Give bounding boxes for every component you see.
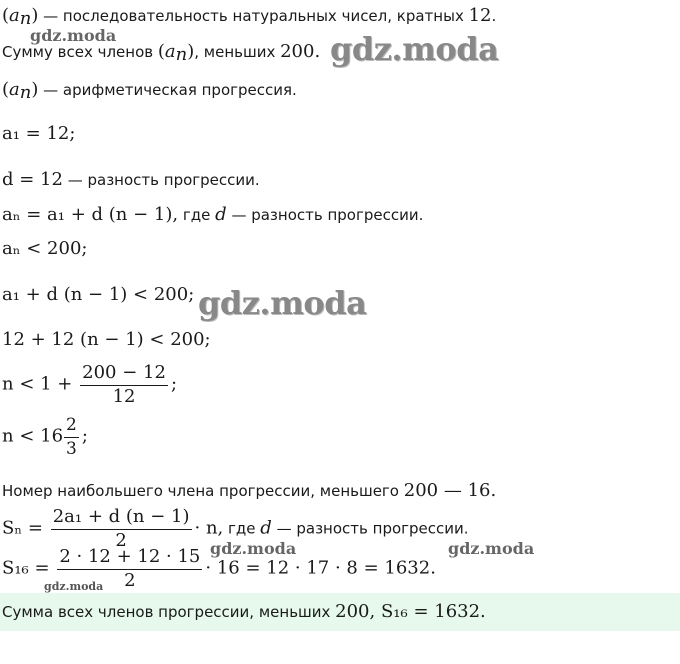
math-an: $(a_n)$: [157, 41, 195, 65]
line6-var: d: [215, 204, 227, 225]
line1-text: — последовательность натуральных чисел, кратных: [38, 7, 469, 25]
watermark-logo: gdz.moda: [198, 284, 367, 322]
watermark-logo: gdz.moda: [448, 539, 535, 558]
line6-math: aₙ = a₁ + d (n − 1),: [2, 204, 179, 225]
line6-text-a: где: [178, 206, 216, 224]
fraction-2-numerator: 2: [64, 414, 79, 438]
line11-pre: n < 16: [2, 425, 64, 447]
fraction-2-denominator: 3: [66, 439, 77, 459]
line2-number: 200.: [280, 41, 321, 62]
line11-post: ;: [81, 425, 88, 447]
math-an: $(a_n)$: [2, 79, 39, 103]
watermark-logo: gdz.moda: [210, 539, 297, 558]
line2-text-b: , меньших: [194, 43, 281, 61]
fraction-3-denominator: 2: [115, 530, 127, 551]
fraction-1: [80, 362, 168, 408]
line13-text-b: — разность прогрессии.: [271, 519, 469, 538]
line13-text-a: где: [223, 519, 261, 538]
watermark-logo: gdz.moda: [330, 30, 499, 68]
line12-text: Номер наибольшего члена прогрессии, меньшего: [2, 482, 404, 500]
line-inequality-3: [2, 362, 177, 408]
answer-text: Сумма всех членов прогрессии, меньших: [2, 603, 336, 621]
line14-pre: S₁₆ =: [2, 557, 50, 579]
line6-text-b: — разность прогрессии.: [226, 206, 424, 224]
line-inequality-2: 12 + 12 (n − 1) < 200;: [2, 329, 211, 350]
line-d: [2, 170, 260, 190]
line13-post: · n,: [194, 517, 224, 539]
line13-pre: Sₙ =: [2, 517, 43, 539]
line-a1: a₁ = 12;: [2, 123, 76, 144]
line-arithmetic: [2, 79, 297, 103]
math-an: $(a_n)$: [2, 5, 39, 29]
watermark-logo: gdz.moda: [44, 580, 104, 593]
line14-post: · 16 = 12 · 17 · 8 = 1632.: [205, 557, 436, 579]
line-max-index: [2, 481, 496, 501]
line-sequence-definition: $(a_n)$ — последовательность натуральных чисел, кратных 12.: [2, 5, 497, 29]
line-task: [2, 41, 321, 65]
line2-text-a: Сумму всех членов: [2, 43, 158, 61]
fraction-3-numerator: 2a₁ + d (n − 1): [51, 506, 192, 530]
line-an-formula: [2, 205, 423, 225]
line12-math: 200 — 16.: [403, 480, 497, 501]
watermark-logo: gdz.moda: [30, 26, 117, 45]
answer-math: 200, S₁₆ = 1632.: [335, 601, 486, 622]
line3-text: — арифметическая прогрессия.: [38, 81, 297, 99]
line13-var: d: [260, 517, 272, 539]
line1-number: 12: [468, 5, 492, 26]
fraction-2: [64, 414, 79, 460]
line5-math: d = 12: [2, 169, 63, 190]
line-an-less: aₙ < 200;: [2, 238, 88, 259]
fraction-1-denominator: 12: [112, 386, 136, 407]
line-inequality-4: [2, 414, 88, 460]
line10-pre: n < 1 +: [2, 373, 73, 395]
line-inequality-1: a₁ + d (n − 1) < 200;: [2, 284, 195, 305]
line-answer: [2, 602, 486, 622]
fraction-4-denominator: 2: [124, 570, 136, 591]
fraction-1-numerator: 200 − 12: [80, 362, 168, 386]
fraction-4-numerator: 2 · 12 + 12 · 15: [57, 546, 202, 570]
line10-post: ;: [170, 373, 178, 395]
line5-text: — разность прогрессии.: [62, 171, 260, 189]
